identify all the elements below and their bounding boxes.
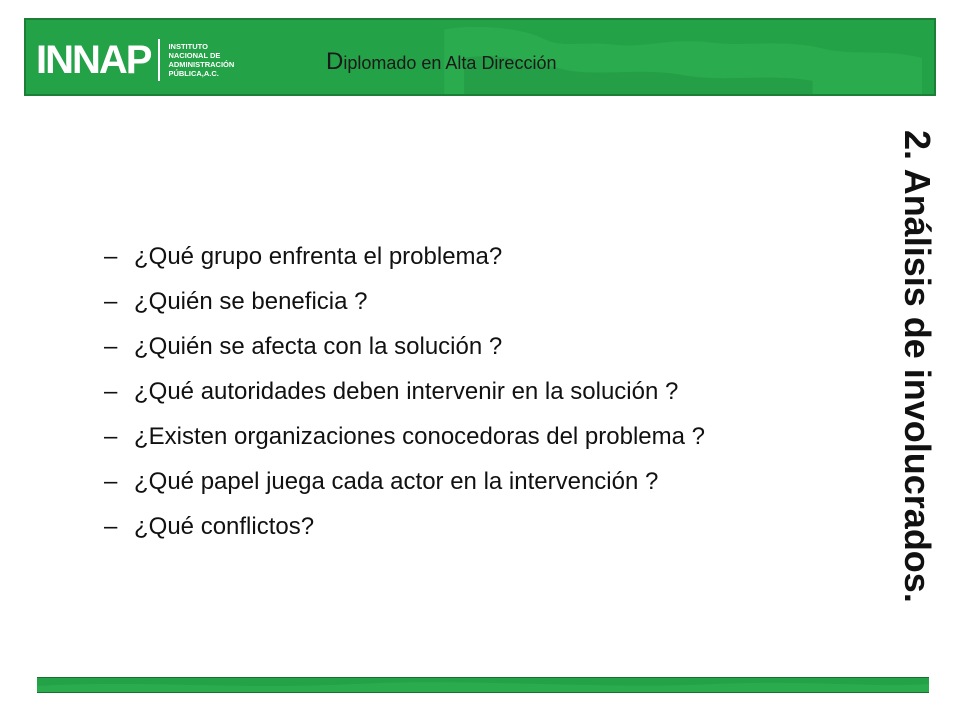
innap-logo [36, 34, 234, 86]
question-text: ¿Qué conflictos? [134, 513, 315, 540]
question-text: ¿Qué autoridades deben intervenir en la solución ? [134, 378, 679, 405]
logo-line: PÚBLICA,A.C. [168, 69, 219, 78]
header-title-rest: iplomado en Alta Dirección [343, 53, 557, 73]
list-item [104, 378, 705, 423]
logo-line: NACIONAL DE [168, 51, 221, 60]
bullet-dash: – [104, 378, 118, 405]
bullet-dash: – [104, 423, 118, 450]
slide-title: 2. Análisis de involucrados. [897, 130, 938, 603]
bullet-dash: – [104, 288, 118, 315]
question-text: ¿Qué papel juega cada actor en la intervención ? [134, 468, 659, 495]
list-item [104, 468, 705, 513]
logo-institution-name [168, 42, 234, 78]
question-text: ¿Qué grupo enfrenta el problema? [134, 243, 503, 270]
footer-bar [37, 677, 929, 693]
logo-line: ADMINISTRACIÓN [168, 60, 235, 69]
question-list [104, 243, 705, 558]
header-banner [24, 18, 936, 96]
footer-map-watermark [37, 678, 929, 692]
logo-mark: INNAP [36, 38, 151, 82]
list-item [104, 423, 705, 468]
logo-line: INSTITUTO [168, 42, 208, 51]
bullet-dash: – [104, 243, 118, 270]
logo-divider [158, 39, 160, 81]
list-item [104, 243, 705, 288]
list-item [104, 333, 705, 378]
bullet-dash: – [104, 513, 118, 540]
question-text: ¿Existen organizaciones conocedoras del problema ? [134, 423, 705, 450]
question-text: ¿Quién se beneficia ? [134, 288, 368, 315]
question-text: ¿Quién se afecta con la solución ? [134, 333, 503, 360]
list-item [104, 513, 705, 558]
header-title-initial: D [326, 48, 344, 75]
bullet-dash: – [104, 333, 118, 360]
header-title [326, 48, 556, 76]
bullet-dash: – [104, 468, 118, 495]
list-item [104, 288, 705, 333]
